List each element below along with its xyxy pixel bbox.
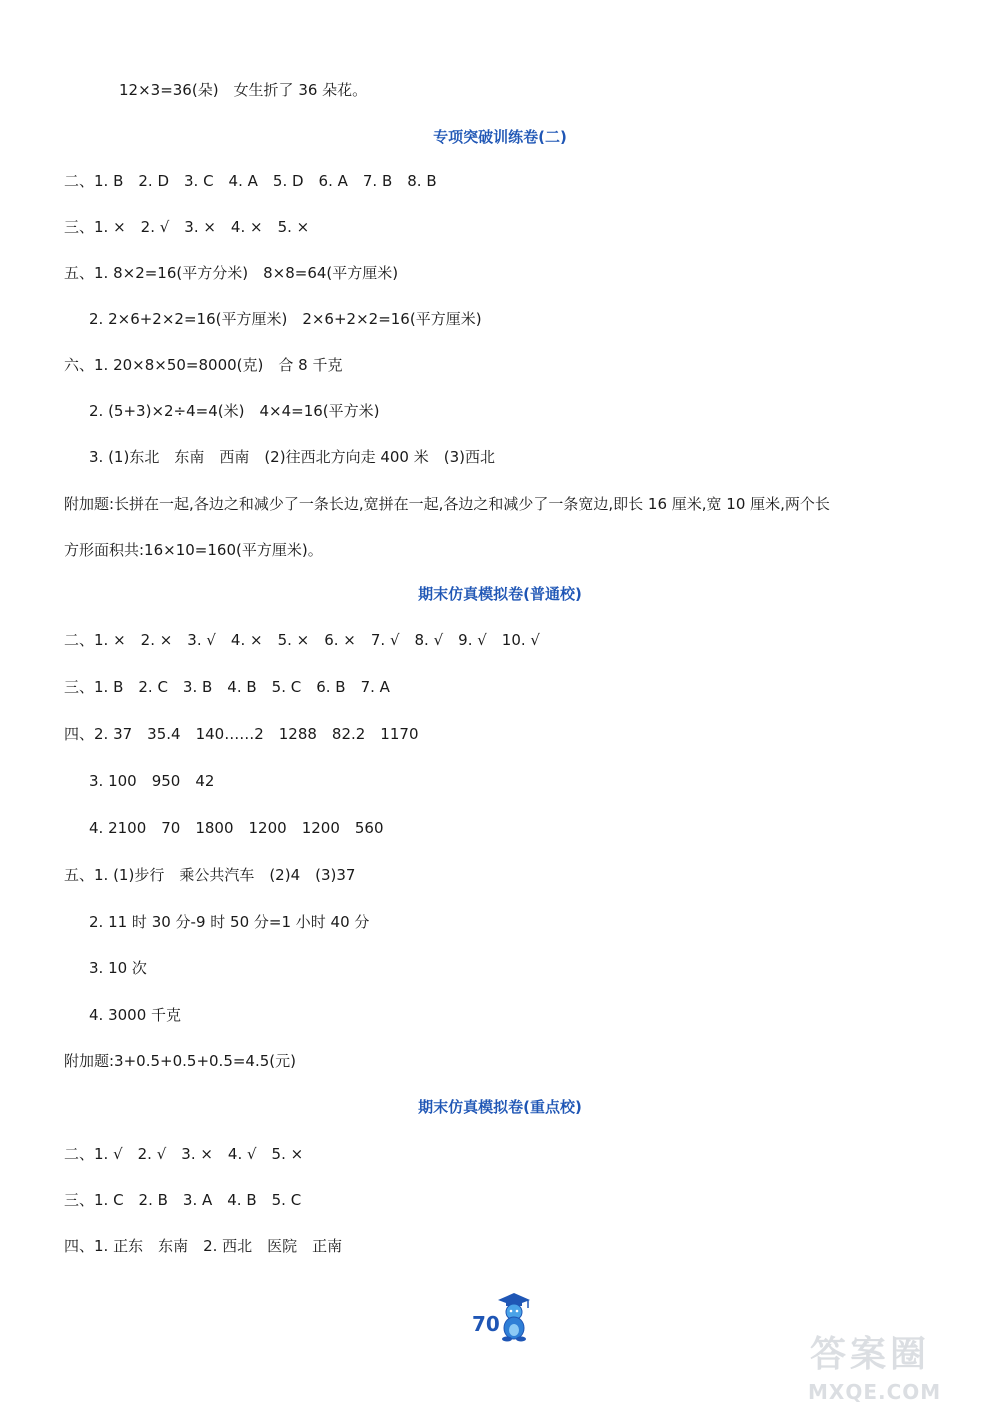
answer-line-13: 四、2. 37 35.4 140……2 1288 82.2 1170 bbox=[64, 725, 419, 743]
page-number: 70 bbox=[472, 1312, 500, 1336]
answer-line-22: 三、1. C 2. B 3. A 4. B 5. C bbox=[64, 1191, 302, 1209]
watermark bbox=[790, 1324, 990, 1404]
answer-line-21: 二、1. √ 2. √ 3. × 4. √ 5. × bbox=[64, 1145, 304, 1163]
answer-line-18: 3. 10 次 bbox=[89, 959, 147, 977]
answer-line-2: 二、1. B 2. D 3. C 4. A 5. D 6. A 7. B 8. B bbox=[64, 172, 437, 190]
answer-line-4: 五、1. 8×2=16(平方分米) 8×8=64(平方厘米) bbox=[64, 264, 399, 282]
answer-line-15: 4. 2100 70 1800 1200 1200 560 bbox=[89, 819, 384, 837]
answer-line-19: 4. 3000 千克 bbox=[89, 1006, 182, 1024]
answer-line-12: 三、1. B 2. C 3. B 4. B 5. C 6. B 7. A bbox=[64, 678, 390, 696]
answer-line-1: 12×3=36(朵) 女生折了 36 朵花。 bbox=[119, 81, 368, 99]
answer-line-17: 2. 11 时 30 分-9 时 50 分=1 小时 40 分 bbox=[89, 913, 370, 931]
answer-line-14: 3. 100 950 42 bbox=[89, 772, 215, 790]
answer-line-9: 附加题:长拼在一起,各边之和减少了一条长边,宽拼在一起,各边之和减少了一条宽边,即长 16 厘米,宽 10 厘米,两个长 bbox=[64, 495, 830, 513]
answer-line-16: 五、1. (1)步行 乘公共汽车 (2)4 (3)37 bbox=[64, 866, 356, 884]
answer-line-10: 方形面积共:16×10=160(平方厘米)。 bbox=[64, 541, 323, 559]
page-number-badge bbox=[468, 1290, 548, 1350]
section-heading-final-regular: 期末仿真模拟卷(普通校) bbox=[418, 585, 582, 603]
watermark-logo-text: 答案圈 bbox=[810, 1334, 931, 1375]
answer-line-7: 2. (5+3)×2÷4=4(米) 4×4=16(平方米) bbox=[89, 402, 380, 420]
answer-line-8: 3. (1)东北 东南 西南 (2)往西北方向走 400 米 (3)西北 bbox=[89, 448, 495, 466]
answer-line-6: 六、1. 20×8×50=8000(克) 合 8 千克 bbox=[64, 356, 343, 374]
answer-line-23: 四、1. 正东 东南 2. 西北 医院 正南 bbox=[64, 1237, 343, 1255]
answer-line-20: 附加题:3+0.5+0.5+0.5=4.5(元) bbox=[64, 1052, 296, 1070]
answer-line-5: 2. 2×6+2×2=16(平方厘米) 2×6+2×2=16(平方厘米) bbox=[89, 310, 482, 328]
watermark-url-text: MXQE.COM bbox=[808, 1380, 942, 1404]
answer-line-11: 二、1. × 2. × 3. √ 4. × 5. × 6. × 7. √ 8. √ 9. √ 10. √ bbox=[64, 631, 540, 649]
answer-line-3: 三、1. × 2. √ 3. × 4. × 5. × bbox=[64, 218, 310, 236]
mascot-icon bbox=[494, 1290, 534, 1342]
section-heading-special-training-2: 专项突破训练卷(二) bbox=[433, 128, 567, 146]
section-heading-final-key: 期末仿真模拟卷(重点校) bbox=[418, 1098, 582, 1116]
